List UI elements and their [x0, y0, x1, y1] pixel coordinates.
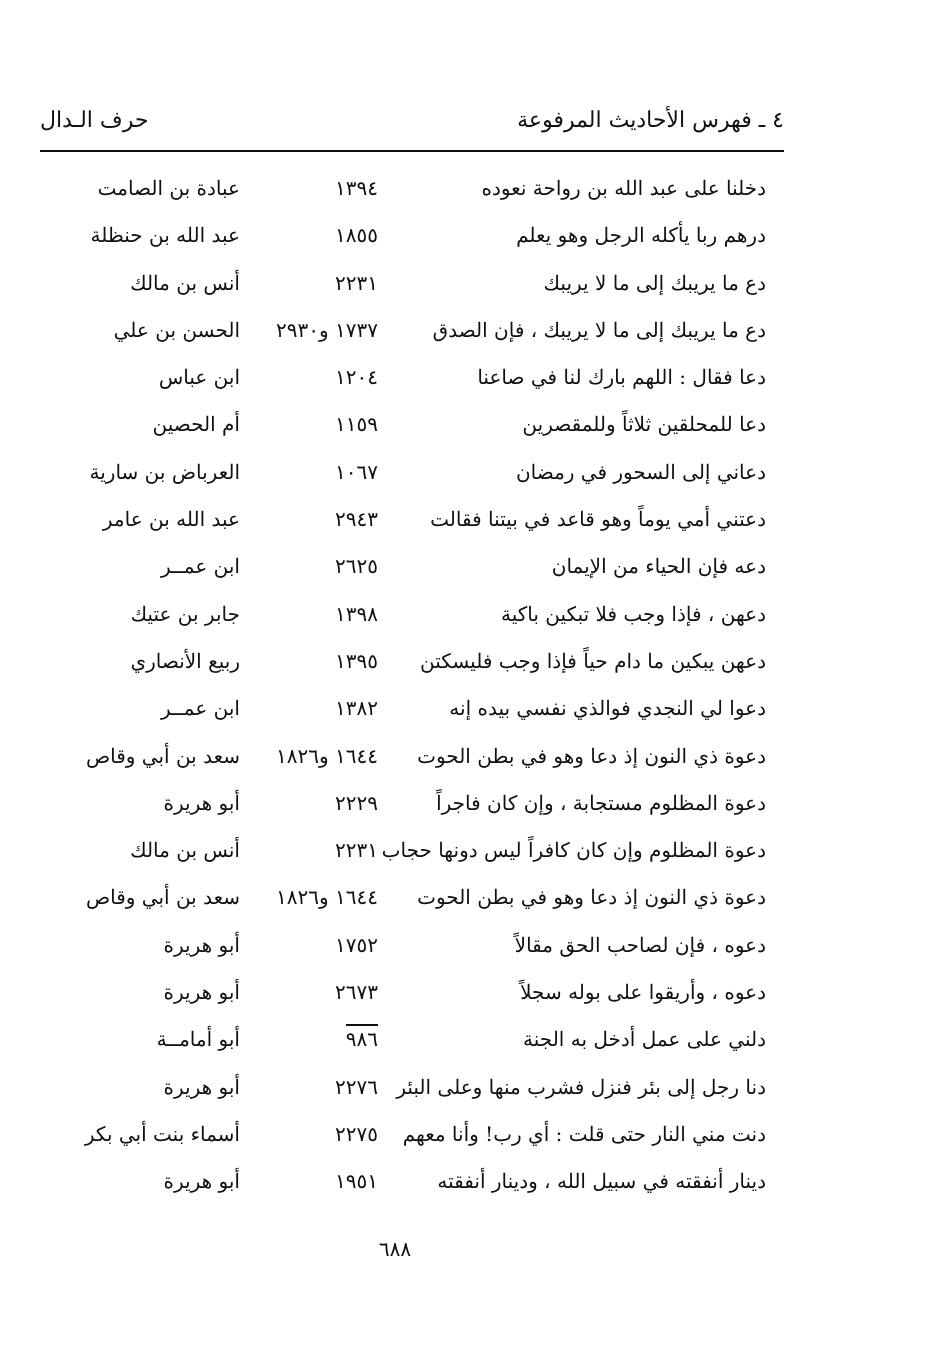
- hadith-text: دعهن ، فإذا وجب فلا تبكين باكية: [501, 601, 766, 626]
- hadith-number-text: ١٦٤٤ و١٨٢٦: [276, 885, 378, 910]
- hadith-number: [246, 602, 378, 626]
- narrator-name: ربيع الأنصاري: [130, 648, 240, 673]
- narrator-name: سعد بن أبي وقاص: [85, 885, 240, 910]
- index-entry: [40, 217, 784, 264]
- hadith-number-text: ٢٢٣١: [335, 270, 378, 295]
- narrator-name: أبو هريرة: [163, 790, 240, 815]
- index-entry: [40, 785, 784, 832]
- hadith-text: دلني على عمل أدخل به الجنة: [523, 1027, 766, 1052]
- index-entry: [40, 832, 784, 879]
- index-entry: [40, 738, 784, 785]
- narrator-name: الحسن بن علي: [113, 317, 240, 342]
- narrator-name: ابن عمــر: [161, 696, 240, 721]
- hadith-number: [246, 933, 378, 957]
- hadith-number: [246, 460, 378, 484]
- narrator-name: أم الحصين: [152, 412, 240, 437]
- narrator-name: أبو هريرة: [163, 980, 240, 1005]
- hadith-number: [246, 554, 378, 578]
- section-title: ٤ ـ فهرس الأحاديث المرفوعة: [517, 108, 784, 133]
- hadith-text: دعا للمحلقين ثلاثاً وللمقصرين: [522, 412, 766, 437]
- hadith-number: [246, 696, 378, 720]
- hadith-number-text: ١٧٣٧ و٢٩٣٠: [276, 317, 378, 342]
- page-header: [40, 108, 784, 144]
- index-entry: [40, 1021, 784, 1068]
- narrator-name: أسماء بنت أبي بكر: [84, 1121, 240, 1146]
- index-entry: [40, 1116, 784, 1163]
- header-divider: [40, 150, 784, 152]
- hadith-text: دعوة المظلوم مستجابة ، وإن كان فاجراً: [436, 790, 766, 815]
- narrator-name: أنس بن مالك: [130, 270, 240, 295]
- hadith-number-text: ٢٦٧٣: [335, 980, 378, 1005]
- hadith-number: [246, 318, 378, 342]
- narrator-name: أنس بن مالك: [130, 838, 240, 863]
- hadith-text: دعوه ، وأريقوا على بوله سجلاً: [520, 980, 766, 1005]
- hadith-number-text: ١٢٠٤: [335, 365, 378, 390]
- index-entry: [40, 596, 784, 643]
- hadith-number-text: ٢٩٤٣: [335, 507, 378, 532]
- hadith-number: [246, 649, 378, 673]
- hadith-text: دعاني إلى السحور في رمضان: [515, 459, 766, 484]
- hadith-number-text: ٢٢٢٩: [335, 790, 378, 815]
- index-entry: [40, 1163, 784, 1210]
- hadith-text: دعتني أمي يوماً وهو قاعد في بيتنا فقالت: [430, 507, 766, 532]
- hadith-text: دخلنا على عبد الله بن رواحة نعوده: [481, 176, 766, 200]
- hadith-number-text: ١٣٩٨: [335, 601, 378, 626]
- hadith-number-text: ١٣٩٥: [335, 648, 378, 673]
- hadith-number-text: ١٩٥١: [335, 1169, 378, 1194]
- hadith-number-text: ١٣٩٤: [335, 176, 378, 200]
- hadith-number-text: ٩٨٦: [346, 1024, 378, 1051]
- index-entry: [40, 927, 784, 974]
- hadith-number: [246, 1169, 378, 1193]
- narrator-name: أبو هريرة: [163, 1074, 240, 1099]
- hadith-number: [246, 980, 378, 1004]
- hadith-text: دع ما يريبك إلى ما لا يريبك: [543, 270, 766, 295]
- narrator-name: جابر بن عتيك: [130, 601, 240, 626]
- hadith-text: دينار أنفقته في سبيل الله ، ودينار أنفقته: [437, 1169, 766, 1194]
- hadith-text: دعوا لي النجدي فوالذي نفسي بيده إنه: [449, 696, 766, 721]
- hadith-number: [246, 1075, 378, 1099]
- hadith-text: دنا رجل إلى بئر فنزل فشرب منها وعلى البئر: [396, 1074, 766, 1099]
- index-entry: [40, 501, 784, 548]
- hadith-number: [246, 791, 378, 815]
- narrator-name: سعد بن أبي وقاص: [85, 743, 240, 768]
- letter-title: حرف الـدال: [40, 108, 149, 133]
- hadith-text: دعوه ، فإن لصاحب الحق مقالاً: [514, 932, 766, 957]
- hadith-index-list: [40, 170, 784, 1211]
- hadith-text: دع ما يريبك إلى ما لا يريبك ، فإن الصدق: [432, 317, 766, 342]
- hadith-number-text: ٢٢٣١: [335, 838, 378, 863]
- index-entry: [40, 170, 784, 217]
- index-entry: [40, 643, 784, 690]
- hadith-number-text: ١٣٨٢: [335, 696, 378, 721]
- index-entry: [40, 974, 784, 1021]
- index-entry: [40, 454, 784, 501]
- hadith-number: [246, 412, 378, 436]
- narrator-name: ابن عمــر: [161, 554, 240, 579]
- hadith-number: [246, 365, 378, 389]
- hadith-text: درهم ربا يأكله الرجل وهو يعلم: [516, 223, 766, 248]
- index-entry: [40, 406, 784, 453]
- index-entry: [40, 879, 784, 926]
- hadith-text: دعوة ذي النون إذ دعا وهو في بطن الحوت: [417, 885, 766, 910]
- hadith-number-text: ١٦٤٤ و١٨٢٦: [276, 743, 378, 768]
- hadith-number-text: ١٨٥٥: [335, 223, 378, 248]
- hadith-number-text: ١١٥٩: [335, 412, 378, 437]
- page-number: ٦٨٨: [378, 1237, 412, 1261]
- index-entry: [40, 265, 784, 312]
- index-entry: [40, 359, 784, 406]
- hadith-text: دنت مني النار حتى قلت : أي رب! وأنا معهم: [402, 1121, 766, 1146]
- narrator-name: العرباض بن سارية: [89, 459, 240, 484]
- hadith-text: دعا فقال : اللهم بارك لنا في صاعنا: [477, 365, 766, 390]
- narrator-name: أبو أمامــة: [156, 1027, 240, 1052]
- hadith-number: [246, 223, 378, 247]
- hadith-text: دعوة المظلوم وإن كان كافراً ليس دونها حجاب: [381, 838, 766, 863]
- hadith-number: [246, 1027, 378, 1051]
- hadith-text: دعوة ذي النون إذ دعا وهو في بطن الحوت: [417, 743, 766, 768]
- hadith-text: دعهن يبكين ما دام حياً فإذا وجب فليسكتن: [420, 648, 766, 673]
- hadith-number: [246, 507, 378, 531]
- hadith-number-text: ١٠٦٧: [335, 459, 378, 484]
- hadith-number-text: ٢٢٧٦: [335, 1074, 378, 1099]
- hadith-number-text: ٢٦٢٥: [335, 554, 378, 579]
- hadith-number: [246, 885, 378, 909]
- narrator-name: أبو هريرة: [163, 932, 240, 957]
- hadith-number: [246, 176, 378, 200]
- index-entry: [40, 312, 784, 359]
- narrator-name: عبادة بن الصامت: [97, 176, 240, 200]
- index-entry: [40, 1069, 784, 1116]
- index-entry: [40, 690, 784, 737]
- narrator-name: ابن عباس: [158, 365, 240, 390]
- hadith-number: [246, 1122, 378, 1146]
- narrator-name: أبو هريرة: [163, 1169, 240, 1194]
- hadith-number: [246, 744, 378, 768]
- hadith-number-text: ٢٢٧٥: [335, 1121, 378, 1146]
- hadith-number: [246, 838, 378, 862]
- hadith-number-text: ١٧٥٢: [335, 932, 378, 957]
- narrator-name: عبد الله بن عامر: [102, 507, 240, 532]
- narrator-name: عبد الله بن حنظلة: [90, 223, 240, 248]
- index-entry: [40, 548, 784, 595]
- hadith-number: [246, 271, 378, 295]
- hadith-text: دعه فإن الحياء من الإيمان: [551, 554, 766, 579]
